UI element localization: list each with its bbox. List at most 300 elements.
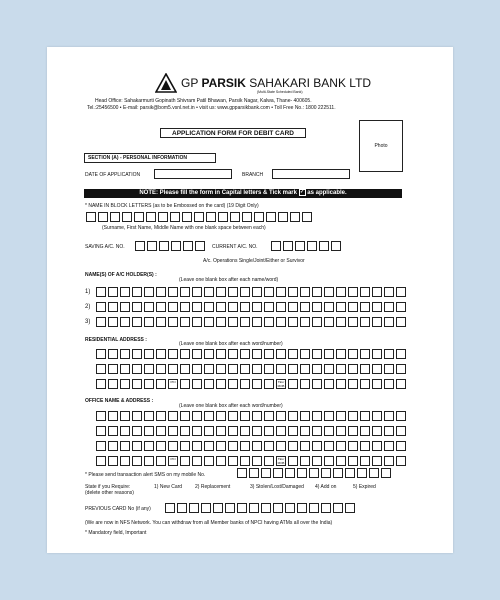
address-letter-box[interactable] bbox=[132, 379, 142, 389]
address-letter-box[interactable] bbox=[192, 364, 202, 374]
address-letter-box[interactable] bbox=[372, 364, 382, 374]
address-letter-box[interactable] bbox=[192, 349, 202, 359]
office-letter-box[interactable] bbox=[372, 456, 382, 466]
holder-letter-box[interactable] bbox=[312, 317, 322, 327]
address-letter-box[interactable] bbox=[348, 349, 358, 359]
office-letter-box[interactable] bbox=[348, 441, 358, 451]
office-letter-box[interactable] bbox=[156, 456, 166, 466]
holder-letter-box[interactable] bbox=[276, 302, 286, 312]
office-letter-box[interactable] bbox=[336, 456, 346, 466]
address-letter-box[interactable] bbox=[264, 379, 274, 389]
saving-digit-box[interactable] bbox=[135, 241, 145, 251]
holder-letter-box[interactable] bbox=[348, 302, 358, 312]
office-letter-box[interactable] bbox=[264, 456, 274, 466]
address-letter-box[interactable] bbox=[276, 364, 286, 374]
holder-letter-box[interactable] bbox=[360, 287, 370, 297]
previous-card-digit-box[interactable] bbox=[249, 503, 259, 513]
address-letter-box[interactable] bbox=[348, 364, 358, 374]
name-letter-box[interactable] bbox=[266, 212, 276, 222]
office-letter-box[interactable] bbox=[204, 441, 214, 451]
address-letter-box[interactable] bbox=[108, 364, 118, 374]
address-letter-box[interactable] bbox=[324, 349, 334, 359]
address-letter-box[interactable] bbox=[204, 364, 214, 374]
holder-letter-box[interactable] bbox=[288, 317, 298, 327]
address-letter-box[interactable] bbox=[180, 364, 190, 374]
office-letter-box[interactable] bbox=[336, 411, 346, 421]
name-letter-box[interactable] bbox=[182, 212, 192, 222]
office-letter-box[interactable] bbox=[180, 426, 190, 436]
office-letter-box[interactable] bbox=[252, 411, 262, 421]
previous-card-digit-box[interactable] bbox=[201, 503, 211, 513]
office-letter-box[interactable] bbox=[336, 426, 346, 436]
mobile-digit-box[interactable] bbox=[261, 468, 271, 478]
address-letter-box[interactable] bbox=[300, 379, 310, 389]
name-letter-box[interactable] bbox=[206, 212, 216, 222]
address-letter-box[interactable] bbox=[156, 349, 166, 359]
address-letter-box[interactable] bbox=[180, 349, 190, 359]
mobile-digit-box[interactable] bbox=[369, 468, 379, 478]
current-digit-box[interactable] bbox=[283, 241, 293, 251]
address-letter-box[interactable] bbox=[288, 364, 298, 374]
holder-letter-box[interactable] bbox=[132, 302, 142, 312]
office-letter-box[interactable] bbox=[192, 441, 202, 451]
current-digit-box[interactable] bbox=[271, 241, 281, 251]
name-letter-box[interactable] bbox=[278, 212, 288, 222]
office-letter-box[interactable] bbox=[396, 456, 406, 466]
holder-letter-box[interactable] bbox=[108, 287, 118, 297]
address-letter-box[interactable] bbox=[252, 349, 262, 359]
holder-letter-box[interactable] bbox=[216, 317, 226, 327]
holder-letter-box[interactable] bbox=[228, 287, 238, 297]
office-letter-box[interactable] bbox=[156, 426, 166, 436]
name-letter-box[interactable] bbox=[122, 212, 132, 222]
holder-letter-box[interactable] bbox=[240, 317, 250, 327]
holder-letter-box[interactable] bbox=[192, 317, 202, 327]
office-letter-box[interactable] bbox=[96, 456, 106, 466]
holder-letter-box[interactable] bbox=[216, 287, 226, 297]
holder-letter-box[interactable] bbox=[384, 287, 394, 297]
holder-letter-box[interactable] bbox=[228, 302, 238, 312]
office-letter-box[interactable] bbox=[240, 456, 250, 466]
office-letter-box[interactable] bbox=[276, 441, 286, 451]
office-letter-box[interactable] bbox=[264, 426, 274, 436]
office-letter-box[interactable] bbox=[288, 411, 298, 421]
office-letter-box[interactable] bbox=[252, 426, 262, 436]
holder-letter-box[interactable] bbox=[168, 287, 178, 297]
holder-letter-box[interactable] bbox=[240, 302, 250, 312]
previous-card-digit-box[interactable] bbox=[237, 503, 247, 513]
office-letter-box[interactable] bbox=[192, 456, 202, 466]
address-letter-box[interactable] bbox=[192, 379, 202, 389]
office-letter-box[interactable] bbox=[108, 456, 118, 466]
holder-letter-box[interactable] bbox=[348, 287, 358, 297]
name-letter-box[interactable] bbox=[110, 212, 120, 222]
office-letter-box[interactable] bbox=[312, 411, 322, 421]
office-letter-box[interactable] bbox=[180, 441, 190, 451]
address-letter-box[interactable] bbox=[264, 349, 274, 359]
office-letter-box[interactable] bbox=[132, 411, 142, 421]
name-letter-box[interactable] bbox=[146, 212, 156, 222]
holder-letter-box[interactable] bbox=[120, 302, 130, 312]
office-letter-box[interactable] bbox=[204, 426, 214, 436]
office-letter-box[interactable] bbox=[156, 441, 166, 451]
holder-letter-box[interactable] bbox=[300, 287, 310, 297]
office-letter-box[interactable] bbox=[144, 456, 154, 466]
office-letter-box[interactable] bbox=[168, 441, 178, 451]
address-letter-box[interactable] bbox=[360, 379, 370, 389]
date-field[interactable] bbox=[154, 169, 232, 179]
office-letter-box[interactable] bbox=[372, 426, 382, 436]
office-letter-box[interactable] bbox=[300, 456, 310, 466]
office-letter-box[interactable] bbox=[216, 426, 226, 436]
office-letter-box[interactable] bbox=[300, 426, 310, 436]
holder-letter-box[interactable] bbox=[120, 317, 130, 327]
previous-card-digit-box[interactable] bbox=[165, 503, 175, 513]
office-letter-box[interactable] bbox=[120, 411, 130, 421]
office-letter-box[interactable] bbox=[300, 411, 310, 421]
holder-letter-box[interactable] bbox=[216, 302, 226, 312]
address-letter-box[interactable] bbox=[240, 379, 250, 389]
office-letter-box[interactable] bbox=[396, 411, 406, 421]
saving-digit-box[interactable] bbox=[159, 241, 169, 251]
option-new-card[interactable]: 1) New Card bbox=[154, 484, 183, 490]
name-letter-box[interactable] bbox=[242, 212, 252, 222]
address-letter-box[interactable] bbox=[204, 379, 214, 389]
mobile-digit-box[interactable] bbox=[321, 468, 331, 478]
office-letter-box[interactable] bbox=[324, 411, 334, 421]
address-letter-box[interactable] bbox=[144, 349, 154, 359]
address-letter-box[interactable] bbox=[252, 379, 262, 389]
name-letter-box[interactable] bbox=[194, 212, 204, 222]
current-digit-box[interactable] bbox=[307, 241, 317, 251]
office-letter-box[interactable] bbox=[396, 441, 406, 451]
holder-letter-box[interactable] bbox=[240, 287, 250, 297]
office-letter-box[interactable] bbox=[192, 426, 202, 436]
address-letter-box[interactable] bbox=[372, 349, 382, 359]
office-letter-box[interactable] bbox=[228, 441, 238, 451]
address-letter-box[interactable] bbox=[252, 364, 262, 374]
office-letter-box[interactable] bbox=[372, 441, 382, 451]
name-letter-box[interactable] bbox=[98, 212, 108, 222]
address-letter-box[interactable] bbox=[96, 349, 106, 359]
office-letter-box[interactable] bbox=[216, 411, 226, 421]
address-letter-box[interactable] bbox=[396, 349, 406, 359]
address-letter-box[interactable] bbox=[216, 364, 226, 374]
previous-card-digit-box[interactable] bbox=[345, 503, 355, 513]
office-letter-box[interactable] bbox=[108, 426, 118, 436]
name-letter-box[interactable] bbox=[230, 212, 240, 222]
holder-letter-box[interactable] bbox=[132, 287, 142, 297]
holder-letter-box[interactable] bbox=[168, 317, 178, 327]
holder-letter-box[interactable] bbox=[384, 317, 394, 327]
current-digit-box[interactable] bbox=[319, 241, 329, 251]
address-letter-box[interactable] bbox=[108, 379, 118, 389]
holder-letter-box[interactable] bbox=[132, 317, 142, 327]
holder-letter-box[interactable] bbox=[288, 287, 298, 297]
office-letter-box[interactable] bbox=[228, 411, 238, 421]
saving-digit-box[interactable] bbox=[147, 241, 157, 251]
office-letter-box[interactable] bbox=[228, 456, 238, 466]
address-letter-box[interactable] bbox=[384, 364, 394, 374]
office-letter-box[interactable] bbox=[240, 426, 250, 436]
address-letter-box[interactable] bbox=[288, 379, 298, 389]
holder-letter-box[interactable] bbox=[120, 287, 130, 297]
previous-card-digit-box[interactable] bbox=[309, 503, 319, 513]
office-letter-box[interactable] bbox=[156, 411, 166, 421]
office-letter-box[interactable] bbox=[360, 411, 370, 421]
holder-letter-box[interactable] bbox=[252, 317, 262, 327]
address-letter-box[interactable] bbox=[240, 364, 250, 374]
saving-digit-box[interactable] bbox=[183, 241, 193, 251]
address-letter-box[interactable] bbox=[216, 349, 226, 359]
office-letter-box[interactable] bbox=[336, 441, 346, 451]
address-letter-box[interactable] bbox=[312, 364, 322, 374]
holder-letter-box[interactable] bbox=[144, 317, 154, 327]
address-letter-box[interactable] bbox=[300, 364, 310, 374]
name-letter-box[interactable] bbox=[170, 212, 180, 222]
holder-letter-box[interactable] bbox=[264, 287, 274, 297]
mobile-digit-box[interactable] bbox=[297, 468, 307, 478]
holder-letter-box[interactable] bbox=[108, 302, 118, 312]
address-letter-box[interactable] bbox=[132, 364, 142, 374]
holder-letter-box[interactable] bbox=[396, 317, 406, 327]
office-letter-box[interactable] bbox=[384, 441, 394, 451]
office-letter-box[interactable] bbox=[228, 426, 238, 436]
address-letter-box[interactable] bbox=[168, 349, 178, 359]
office-letter-box[interactable] bbox=[396, 426, 406, 436]
office-letter-box[interactable] bbox=[312, 426, 322, 436]
office-letter-box[interactable] bbox=[288, 426, 298, 436]
previous-card-digit-box[interactable] bbox=[189, 503, 199, 513]
previous-card-digit-box[interactable] bbox=[285, 503, 295, 513]
previous-card-digit-box[interactable] bbox=[225, 503, 235, 513]
address-letter-box[interactable] bbox=[312, 379, 322, 389]
holder-letter-box[interactable] bbox=[108, 317, 118, 327]
office-letter-box[interactable] bbox=[216, 441, 226, 451]
previous-card-digit-box[interactable] bbox=[321, 503, 331, 513]
address-letter-box[interactable] bbox=[288, 349, 298, 359]
address-letter-box[interactable] bbox=[216, 379, 226, 389]
mobile-digit-box[interactable] bbox=[285, 468, 295, 478]
address-letter-box[interactable] bbox=[96, 364, 106, 374]
photo-box[interactable] bbox=[359, 120, 403, 172]
office-letter-box[interactable] bbox=[96, 426, 106, 436]
holder-letter-box[interactable] bbox=[324, 287, 334, 297]
previous-card-digit-box[interactable] bbox=[261, 503, 271, 513]
holder-letter-box[interactable] bbox=[372, 302, 382, 312]
address-letter-box[interactable] bbox=[132, 349, 142, 359]
address-letter-box[interactable] bbox=[264, 364, 274, 374]
holder-letter-box[interactable] bbox=[192, 302, 202, 312]
holder-letter-box[interactable] bbox=[180, 287, 190, 297]
address-letter-box[interactable] bbox=[120, 349, 130, 359]
address-letter-box[interactable] bbox=[228, 349, 238, 359]
office-letter-box[interactable] bbox=[360, 456, 370, 466]
office-letter-box[interactable] bbox=[144, 441, 154, 451]
holder-letter-box[interactable] bbox=[300, 317, 310, 327]
option-stolen-lost[interactable]: 3) Stolen/Lost/Damaged bbox=[250, 484, 304, 490]
holder-letter-box[interactable] bbox=[168, 302, 178, 312]
address-letter-box[interactable] bbox=[120, 379, 130, 389]
name-letter-box[interactable] bbox=[302, 212, 312, 222]
holder-letter-box[interactable] bbox=[264, 317, 274, 327]
holder-letter-box[interactable] bbox=[372, 287, 382, 297]
address-letter-box[interactable] bbox=[96, 379, 106, 389]
office-letter-box[interactable] bbox=[264, 411, 274, 421]
address-letter-box[interactable] bbox=[276, 349, 286, 359]
office-letter-box[interactable] bbox=[132, 441, 142, 451]
address-letter-box[interactable] bbox=[312, 349, 322, 359]
office-letter-box[interactable] bbox=[276, 426, 286, 436]
address-letter-box[interactable] bbox=[228, 379, 238, 389]
option-add-on[interactable]: 4) Add on bbox=[315, 484, 337, 490]
office-letter-box[interactable] bbox=[132, 426, 142, 436]
holder-letter-box[interactable] bbox=[288, 302, 298, 312]
address-letter-box[interactable] bbox=[156, 364, 166, 374]
holder-letter-box[interactable] bbox=[264, 302, 274, 312]
current-digit-box[interactable] bbox=[331, 241, 341, 251]
holder-letter-box[interactable] bbox=[396, 302, 406, 312]
office-letter-box[interactable] bbox=[240, 411, 250, 421]
holder-letter-box[interactable] bbox=[396, 287, 406, 297]
office-letter-box[interactable] bbox=[204, 456, 214, 466]
option-expired[interactable]: 5) Expired bbox=[353, 484, 376, 490]
current-digit-box[interactable] bbox=[295, 241, 305, 251]
holder-letter-box[interactable] bbox=[228, 317, 238, 327]
address-letter-box[interactable] bbox=[144, 379, 154, 389]
address-letter-box[interactable] bbox=[336, 364, 346, 374]
office-letter-box[interactable] bbox=[192, 411, 202, 421]
address-letter-box[interactable] bbox=[360, 349, 370, 359]
address-letter-box[interactable] bbox=[144, 364, 154, 374]
address-letter-box[interactable] bbox=[384, 379, 394, 389]
address-letter-box[interactable] bbox=[156, 379, 166, 389]
name-letter-box[interactable] bbox=[86, 212, 96, 222]
mobile-digit-box[interactable] bbox=[309, 468, 319, 478]
office-letter-box[interactable] bbox=[120, 456, 130, 466]
name-letter-box[interactable] bbox=[254, 212, 264, 222]
address-letter-box[interactable] bbox=[372, 379, 382, 389]
holder-letter-box[interactable] bbox=[312, 302, 322, 312]
address-letter-box[interactable] bbox=[360, 364, 370, 374]
office-letter-box[interactable] bbox=[144, 411, 154, 421]
holder-letter-box[interactable] bbox=[252, 287, 262, 297]
address-letter-box[interactable] bbox=[336, 379, 346, 389]
office-letter-box[interactable] bbox=[180, 411, 190, 421]
previous-card-digit-box[interactable] bbox=[177, 503, 187, 513]
mobile-digit-box[interactable] bbox=[333, 468, 343, 478]
office-letter-box[interactable] bbox=[180, 456, 190, 466]
holder-letter-box[interactable] bbox=[372, 317, 382, 327]
office-letter-box[interactable] bbox=[360, 441, 370, 451]
address-letter-box[interactable] bbox=[240, 349, 250, 359]
holder-letter-box[interactable] bbox=[144, 287, 154, 297]
holder-letter-box[interactable] bbox=[276, 287, 286, 297]
name-letter-box[interactable] bbox=[290, 212, 300, 222]
office-letter-box[interactable] bbox=[384, 411, 394, 421]
previous-card-digit-box[interactable] bbox=[273, 503, 283, 513]
address-letter-box[interactable] bbox=[204, 349, 214, 359]
holder-letter-box[interactable] bbox=[300, 302, 310, 312]
address-letter-box[interactable] bbox=[348, 379, 358, 389]
office-letter-box[interactable] bbox=[216, 456, 226, 466]
holder-letter-box[interactable] bbox=[360, 302, 370, 312]
name-letter-box[interactable] bbox=[158, 212, 168, 222]
office-letter-box[interactable] bbox=[96, 441, 106, 451]
saving-digit-box[interactable] bbox=[171, 241, 181, 251]
office-letter-box[interactable] bbox=[384, 456, 394, 466]
option-replacement[interactable]: 2) Replacement bbox=[195, 484, 231, 490]
holder-letter-box[interactable] bbox=[204, 287, 214, 297]
office-letter-box[interactable] bbox=[240, 441, 250, 451]
office-letter-box[interactable] bbox=[264, 441, 274, 451]
holder-letter-box[interactable] bbox=[156, 287, 166, 297]
holder-letter-box[interactable] bbox=[204, 302, 214, 312]
holder-letter-box[interactable] bbox=[360, 317, 370, 327]
holder-letter-box[interactable] bbox=[204, 317, 214, 327]
holder-letter-box[interactable] bbox=[312, 287, 322, 297]
mobile-digit-box[interactable] bbox=[345, 468, 355, 478]
office-letter-box[interactable] bbox=[348, 456, 358, 466]
office-letter-box[interactable] bbox=[276, 411, 286, 421]
saving-digit-box[interactable] bbox=[195, 241, 205, 251]
office-letter-box[interactable] bbox=[312, 456, 322, 466]
office-letter-box[interactable] bbox=[168, 411, 178, 421]
holder-letter-box[interactable] bbox=[348, 317, 358, 327]
office-letter-box[interactable] bbox=[288, 441, 298, 451]
office-letter-box[interactable] bbox=[324, 426, 334, 436]
office-letter-box[interactable] bbox=[348, 411, 358, 421]
address-letter-box[interactable] bbox=[108, 349, 118, 359]
mobile-digit-box[interactable] bbox=[381, 468, 391, 478]
address-letter-box[interactable] bbox=[180, 379, 190, 389]
office-letter-box[interactable] bbox=[252, 441, 262, 451]
holder-letter-box[interactable] bbox=[180, 302, 190, 312]
holder-letter-box[interactable] bbox=[336, 317, 346, 327]
office-letter-box[interactable] bbox=[384, 426, 394, 436]
holder-letter-box[interactable] bbox=[252, 302, 262, 312]
address-letter-box[interactable] bbox=[396, 364, 406, 374]
address-letter-box[interactable] bbox=[336, 349, 346, 359]
office-letter-box[interactable] bbox=[324, 456, 334, 466]
mobile-digit-box[interactable] bbox=[273, 468, 283, 478]
address-letter-box[interactable] bbox=[120, 364, 130, 374]
previous-card-digit-box[interactable] bbox=[333, 503, 343, 513]
mobile-digit-box[interactable] bbox=[249, 468, 259, 478]
office-letter-box[interactable] bbox=[348, 426, 358, 436]
office-letter-box[interactable] bbox=[252, 456, 262, 466]
office-letter-box[interactable] bbox=[204, 411, 214, 421]
office-letter-box[interactable] bbox=[132, 456, 142, 466]
holder-letter-box[interactable] bbox=[156, 302, 166, 312]
address-letter-box[interactable] bbox=[384, 349, 394, 359]
holder-letter-box[interactable] bbox=[336, 287, 346, 297]
office-letter-box[interactable] bbox=[108, 441, 118, 451]
holder-letter-box[interactable] bbox=[324, 317, 334, 327]
address-letter-box[interactable] bbox=[324, 379, 334, 389]
branch-field[interactable] bbox=[272, 169, 350, 179]
office-letter-box[interactable] bbox=[360, 426, 370, 436]
holder-letter-box[interactable] bbox=[96, 287, 106, 297]
address-letter-box[interactable] bbox=[324, 364, 334, 374]
name-letter-box[interactable] bbox=[134, 212, 144, 222]
office-letter-box[interactable] bbox=[120, 426, 130, 436]
holder-letter-box[interactable] bbox=[96, 302, 106, 312]
office-letter-box[interactable] bbox=[168, 426, 178, 436]
office-letter-box[interactable] bbox=[372, 411, 382, 421]
holder-letter-box[interactable] bbox=[96, 317, 106, 327]
address-letter-box[interactable] bbox=[168, 364, 178, 374]
